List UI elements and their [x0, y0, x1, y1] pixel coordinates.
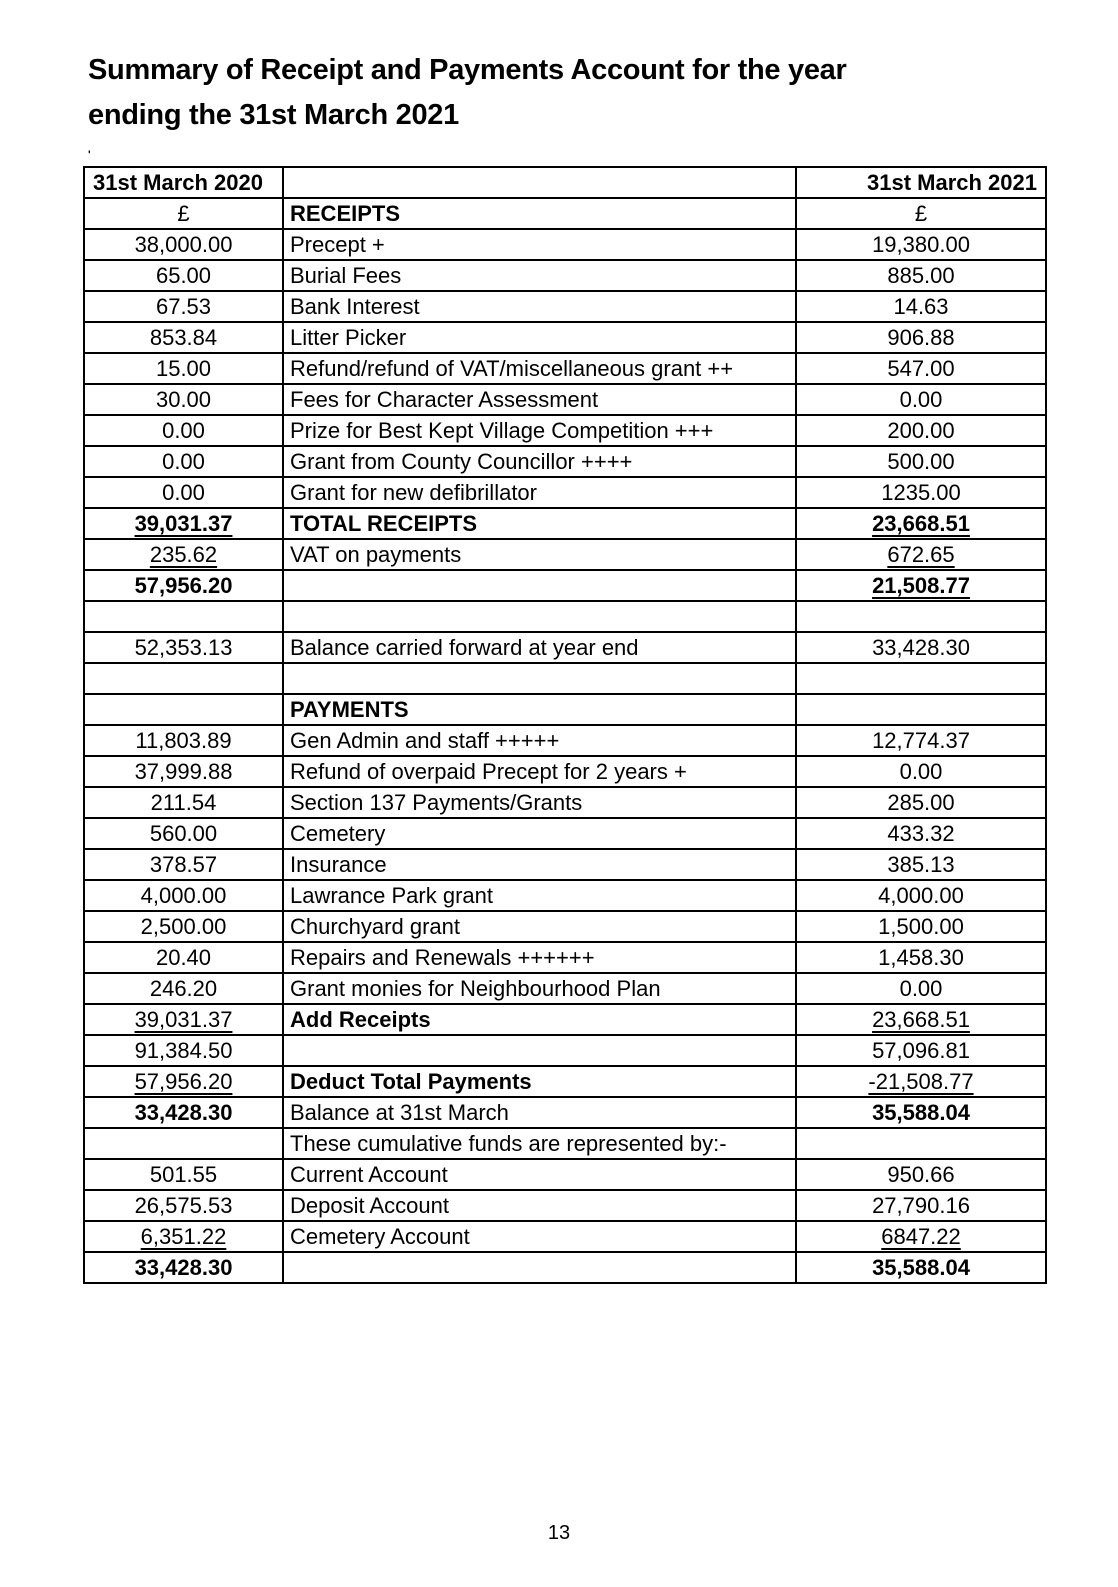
cell-2021-value: 1235.00: [796, 477, 1046, 508]
cell-description: [283, 601, 796, 632]
cell-2020-value: 20.40: [84, 942, 283, 973]
table-header-row: [84, 167, 1046, 198]
accounts-table: [83, 166, 1047, 1284]
table-row: [84, 1221, 1046, 1252]
table-row: [84, 725, 1046, 756]
cell-2021-value: 547.00: [796, 353, 1046, 384]
stray-mark: ': [88, 149, 91, 161]
table-row: [84, 849, 1046, 880]
cell-2021-value: 27,790.16: [796, 1190, 1046, 1221]
page-title: [88, 48, 846, 138]
cell-2020-value: 0.00: [84, 415, 283, 446]
cell-description: [283, 1252, 796, 1283]
cell-2021-value: 950.66: [796, 1159, 1046, 1190]
cell-2020-value: 26,575.53: [84, 1190, 283, 1221]
cell-description: Bank Interest: [283, 291, 796, 322]
table-row: [84, 1128, 1046, 1159]
cell-description: [283, 570, 796, 601]
cell-2021-value: 1,458.30: [796, 942, 1046, 973]
cell-description: Current Account: [283, 1159, 796, 1190]
cell-2021-value: 6847.22: [796, 1221, 1046, 1252]
cell-2020-value: 30.00: [84, 384, 283, 415]
cell-2020-value: 91,384.50: [84, 1035, 283, 1066]
accounts-table-body: [84, 167, 1046, 1283]
cell-2020-value: 0.00: [84, 477, 283, 508]
table-row: [84, 942, 1046, 973]
cell-2020-value: 38,000.00: [84, 229, 283, 260]
cell-2021-value: 0.00: [796, 384, 1046, 415]
cell-description: Refund of overpaid Precept for 2 years +: [283, 756, 796, 787]
cell-description: Litter Picker: [283, 322, 796, 353]
cell-description: Grant for new defibrillator: [283, 477, 796, 508]
table-row: [84, 198, 1046, 229]
cell-2020-value: 15.00: [84, 353, 283, 384]
cell-2020-value: 65.00: [84, 260, 283, 291]
cell-2020-value: 39,031.37: [84, 508, 283, 539]
cell-description: Insurance: [283, 849, 796, 880]
cell-2020-value: 246.20: [84, 973, 283, 1004]
cell-description: Gen Admin and staff +++++: [283, 725, 796, 756]
cell-description: Balance carried forward at year end: [283, 632, 796, 663]
cell-2020-value: 4,000.00: [84, 880, 283, 911]
table-row: [84, 632, 1046, 663]
table-row: [84, 601, 1046, 632]
table-row: [84, 415, 1046, 446]
cell-2021-value: 500.00: [796, 446, 1046, 477]
table-row: [84, 818, 1046, 849]
cell-2020-value: 0.00: [84, 446, 283, 477]
cell-2020-value: 57,956.20: [84, 1066, 283, 1097]
table-row: [84, 973, 1046, 1004]
cell-description: RECEIPTS: [283, 198, 796, 229]
table-row: [84, 446, 1046, 477]
cell-2020-value: 235.62: [84, 539, 283, 570]
cell-2021-value: [796, 663, 1046, 694]
cell-2020-value: [84, 694, 283, 725]
cell-2020-value: £: [84, 198, 283, 229]
cell-2020-value: 39,031.37: [84, 1004, 283, 1035]
cell-2021-value: 31st March 2021: [796, 167, 1046, 198]
cell-2021-value: 0.00: [796, 973, 1046, 1004]
page-title-line2: ending the 31st March 2021: [88, 99, 459, 131]
table-row: [84, 353, 1046, 384]
cell-2020-value: 52,353.13: [84, 632, 283, 663]
table-row: [84, 508, 1046, 539]
cell-2020-value: 560.00: [84, 818, 283, 849]
cell-2021-value: 12,774.37: [796, 725, 1046, 756]
cell-description: [283, 1035, 796, 1066]
cell-2020-value: 33,428.30: [84, 1097, 283, 1128]
cell-2021-value: 433.32: [796, 818, 1046, 849]
cell-2021-value: 35,588.04: [796, 1097, 1046, 1128]
cell-description: Add Receipts: [283, 1004, 796, 1035]
cell-description: Grant from County Councillor ++++: [283, 446, 796, 477]
table-row: [84, 787, 1046, 818]
cell-2020-value: [84, 1128, 283, 1159]
cell-2021-value: [796, 1128, 1046, 1159]
table-row: [84, 384, 1046, 415]
cell-description: [283, 663, 796, 694]
cell-description: Cemetery: [283, 818, 796, 849]
cell-2021-value: 885.00: [796, 260, 1046, 291]
table-row: [84, 1190, 1046, 1221]
cell-description: Section 137 Payments/Grants: [283, 787, 796, 818]
cell-description: These cumulative funds are represented by:-: [283, 1128, 796, 1159]
cell-description: Repairs and Renewals ++++++: [283, 942, 796, 973]
table-row: [84, 694, 1046, 725]
cell-2021-value: £: [796, 198, 1046, 229]
cell-2021-value: 285.00: [796, 787, 1046, 818]
cell-2020-value: 57,956.20: [84, 570, 283, 601]
table-row: [84, 570, 1046, 601]
page-number: 13: [547, 1522, 571, 1544]
table-row: [84, 291, 1046, 322]
cell-2021-value: 23,668.51: [796, 508, 1046, 539]
cell-2021-value: [796, 694, 1046, 725]
cell-description: Prize for Best Kept Village Competition +++: [283, 415, 796, 446]
cell-2021-value: 35,588.04: [796, 1252, 1046, 1283]
cell-2021-value: -21,508.77: [796, 1066, 1046, 1097]
cell-description: Cemetery Account: [283, 1221, 796, 1252]
table-row: [84, 322, 1046, 353]
cell-2020-value: 853.84: [84, 322, 283, 353]
cell-2020-value: 211.54: [84, 787, 283, 818]
cell-description: VAT on payments: [283, 539, 796, 570]
cell-description: Lawrance Park grant: [283, 880, 796, 911]
cell-2021-value: [796, 601, 1046, 632]
cell-2021-value: 4,000.00: [796, 880, 1046, 911]
table-row: [84, 1159, 1046, 1190]
cell-2021-value: 672.65: [796, 539, 1046, 570]
cell-2021-value: 21,508.77: [796, 570, 1046, 601]
table-row: [84, 1035, 1046, 1066]
cell-description: [283, 167, 796, 198]
table-row: [84, 756, 1046, 787]
table-row: [84, 260, 1046, 291]
cell-2020-value: 31st March 2020: [84, 167, 283, 198]
cell-2020-value: 2,500.00: [84, 911, 283, 942]
cell-2021-value: 14.63: [796, 291, 1046, 322]
cell-description: Deduct Total Payments: [283, 1066, 796, 1097]
table-row: [84, 477, 1046, 508]
cell-description: Deposit Account: [283, 1190, 796, 1221]
table-row: [84, 229, 1046, 260]
table-row: [84, 880, 1046, 911]
cell-2020-value: 11,803.89: [84, 725, 283, 756]
table-row: [84, 663, 1046, 694]
cell-description: Burial Fees: [283, 260, 796, 291]
table-row: [84, 911, 1046, 942]
cell-description: Churchyard grant: [283, 911, 796, 942]
cell-2021-value: 200.00: [796, 415, 1046, 446]
cell-description: Grant monies for Neighbourhood Plan: [283, 973, 796, 1004]
cell-description: Precept +: [283, 229, 796, 260]
page-title-line1: Summary of Receipt and Payments Account for the year: [88, 54, 847, 86]
cell-2021-value: 57,096.81: [796, 1035, 1046, 1066]
cell-2021-value: 33,428.30: [796, 632, 1046, 663]
cell-2021-value: 1,500.00: [796, 911, 1046, 942]
table-row: [84, 1004, 1046, 1035]
table-row: [84, 1252, 1046, 1283]
table-row: [84, 1066, 1046, 1097]
cell-2020-value: 6,351.22: [84, 1221, 283, 1252]
table-row: [84, 539, 1046, 570]
cell-2020-value: [84, 601, 283, 632]
cell-2021-value: 23,668.51: [796, 1004, 1046, 1035]
cell-2020-value: [84, 663, 283, 694]
cell-2021-value: 0.00: [796, 756, 1046, 787]
cell-2020-value: 378.57: [84, 849, 283, 880]
cell-2021-value: 19,380.00: [796, 229, 1046, 260]
cell-2020-value: 67.53: [84, 291, 283, 322]
cell-description: Balance at 31st March: [283, 1097, 796, 1128]
table-row: [84, 1097, 1046, 1128]
cell-2021-value: 906.88: [796, 322, 1046, 353]
cell-2020-value: 33,428.30: [84, 1252, 283, 1283]
cell-description: PAYMENTS: [283, 694, 796, 725]
cell-description: Refund/refund of VAT/miscellaneous grant ++: [283, 353, 796, 384]
cell-2020-value: 37,999.88: [84, 756, 283, 787]
cell-2020-value: 501.55: [84, 1159, 283, 1190]
cell-2021-value: 385.13: [796, 849, 1046, 880]
cell-description: TOTAL RECEIPTS: [283, 508, 796, 539]
cell-description: Fees for Character Assessment: [283, 384, 796, 415]
